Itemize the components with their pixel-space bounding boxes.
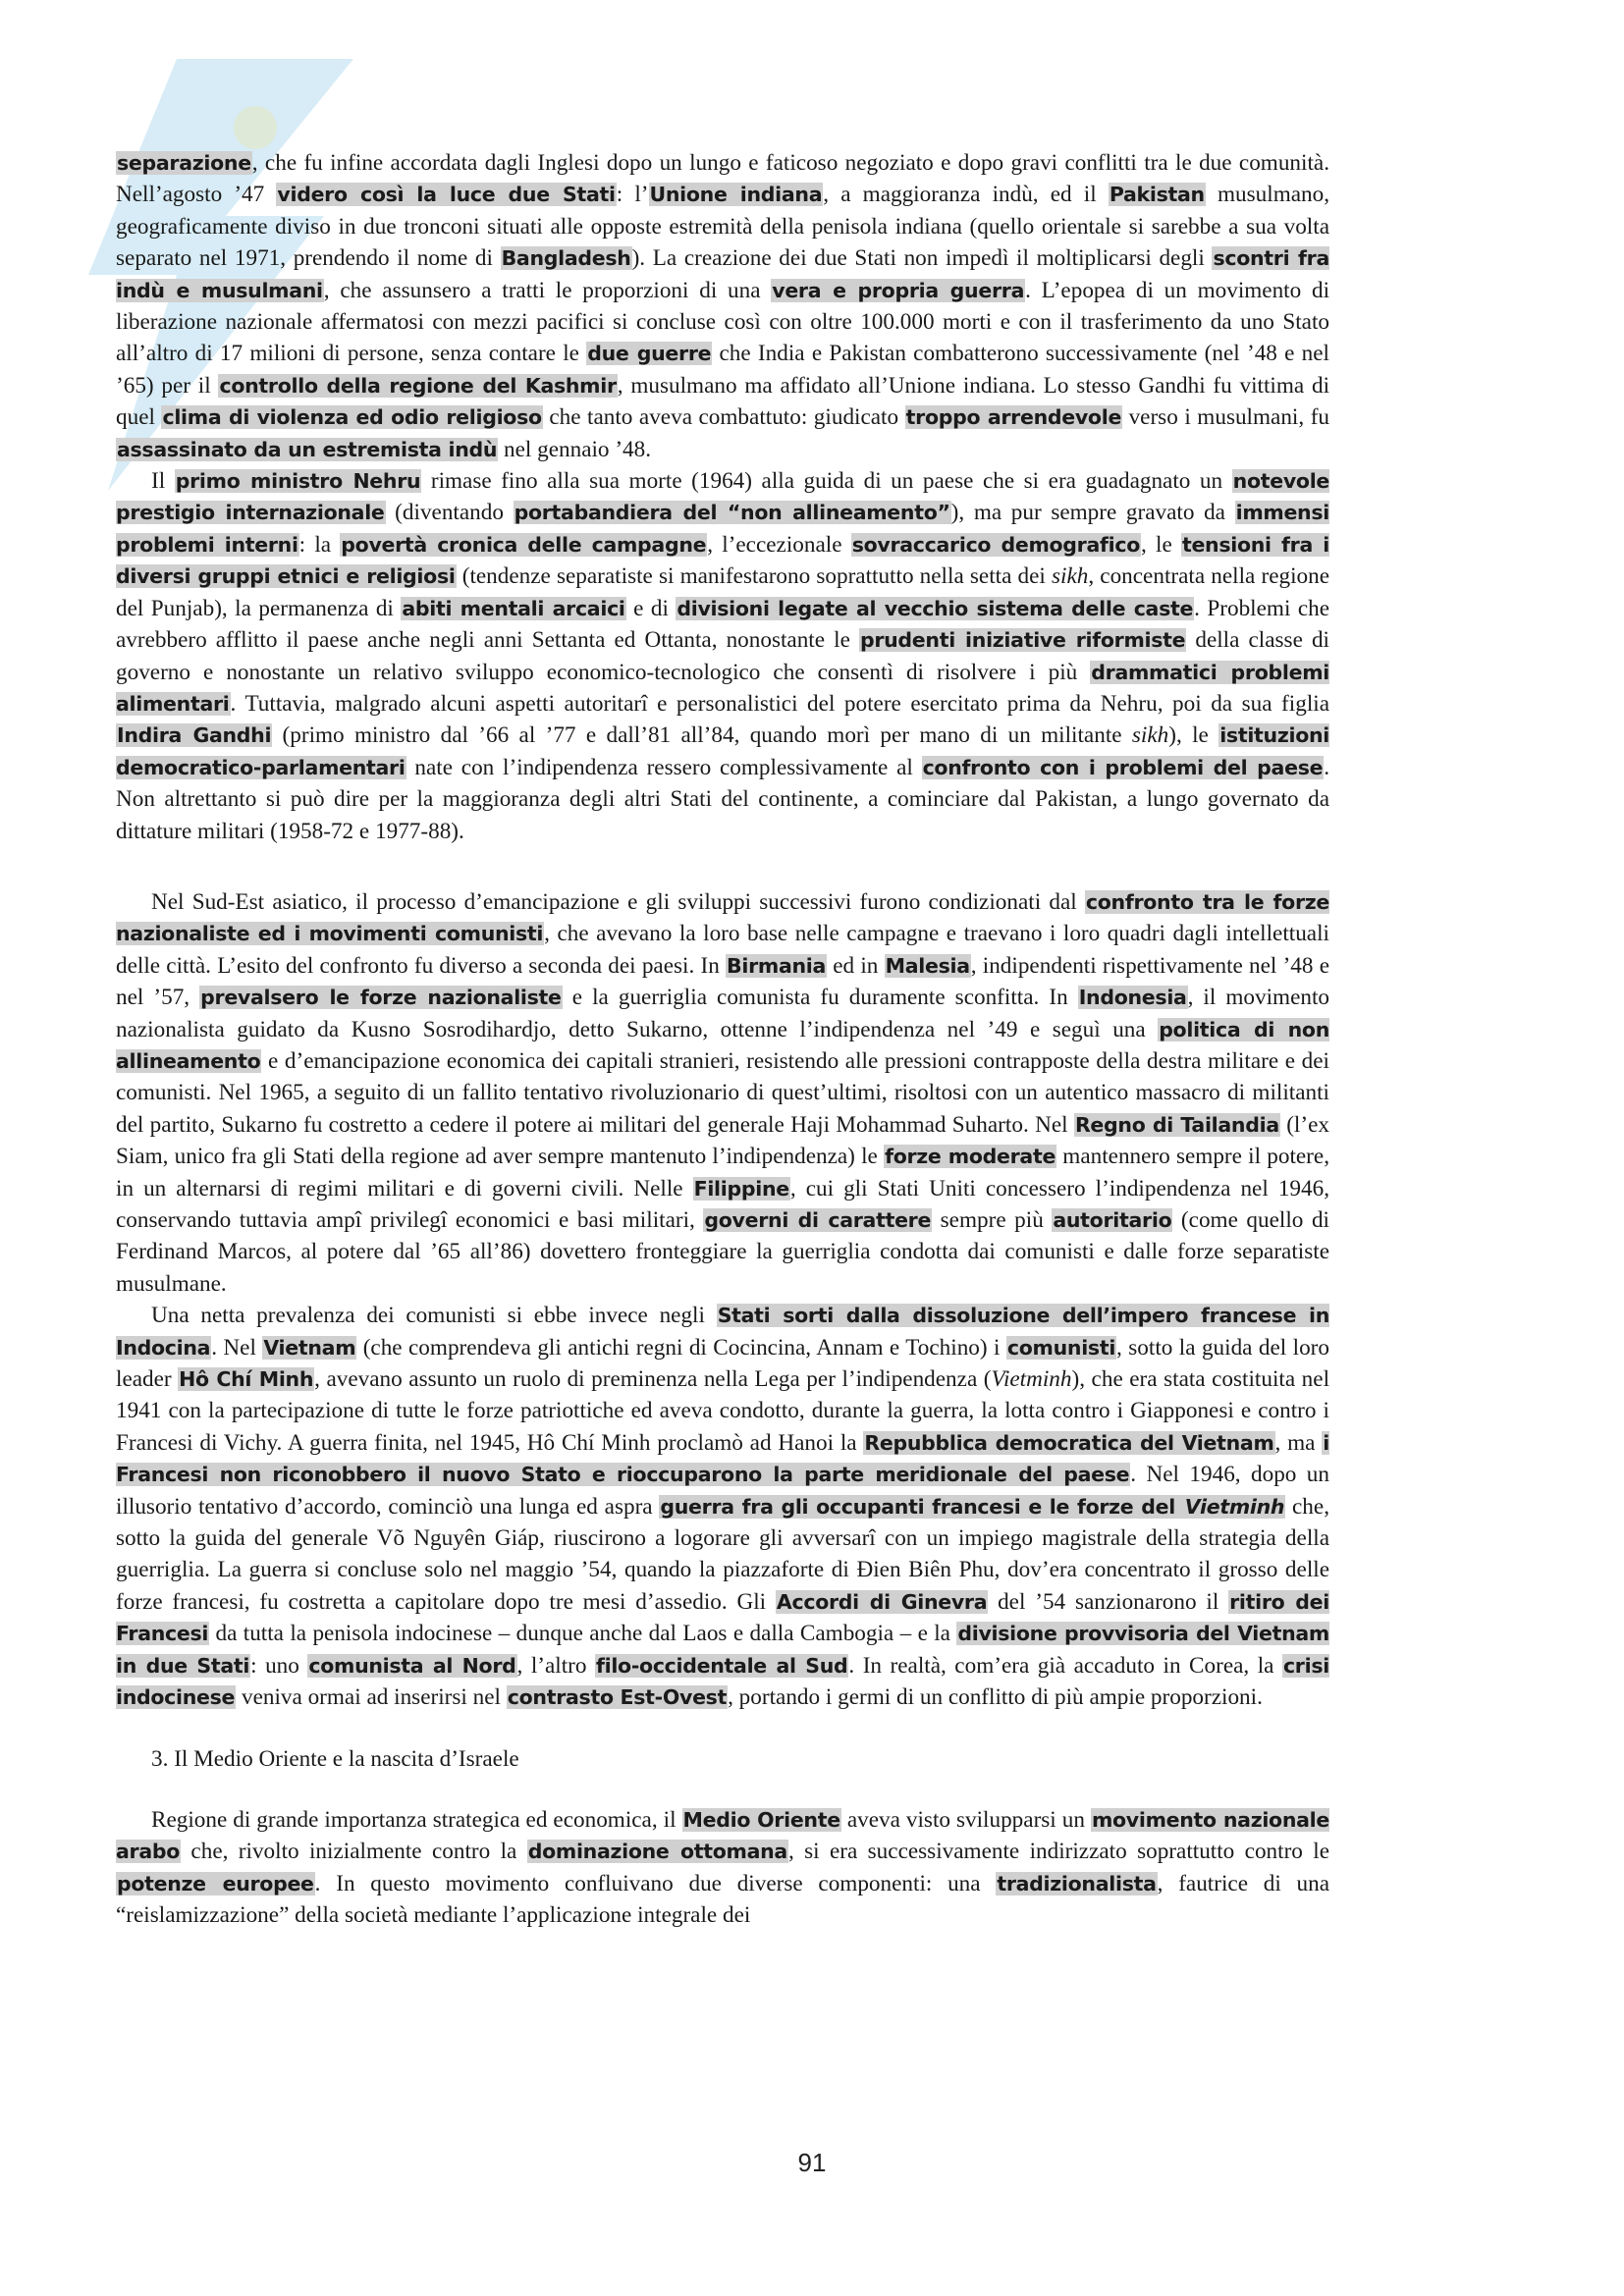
text-run: , che fu infine accordata dagli Inglesi dopo un lungo e faticoso negoziato e dopo gravi conflitti tra le due comunità. Nell’agosto ’47 [116, 150, 1329, 208]
text-run: veniva ormai ad inserirsi nel [236, 1684, 507, 1711]
highlighted-text: Hô Chí Minh [179, 1367, 314, 1392]
text-run: sikh [1131, 722, 1169, 749]
highlighted-text: Vietnam [263, 1335, 356, 1360]
text-run: sikh [1051, 563, 1089, 590]
highlighted-text: tradizionalista [997, 1871, 1157, 1896]
paragraph-2 [116, 465, 1329, 847]
highlighted-text: politica di non allineamento [116, 1017, 1329, 1073]
highlighted-text: crisi indocinese [116, 1653, 1329, 1710]
text-run: sempre più [932, 1207, 1053, 1233]
highlighted-text: notevole prestigio internazionale [116, 469, 1330, 525]
highlighted-text: contrasto Est-Ovest [507, 1685, 728, 1710]
document-page [116, 147, 1329, 1932]
highlighted-text: divisioni legate al vecchio sistema delle caste [677, 596, 1194, 620]
highlighted-text: drammatici problemi alimentari [116, 660, 1329, 716]
text-run: , l’eccezionale [707, 531, 851, 558]
highlighted-text: Indonesia [1078, 986, 1187, 1010]
highlighted-text: Accordi di Ginevra [776, 1589, 988, 1614]
highlighted-text: sovraccarico demografico [851, 532, 1140, 557]
highlighted-text: troppo arrendevole [905, 405, 1122, 430]
text-run: verso i musulmani, fu [1122, 404, 1330, 431]
text-run: , sotto la guida del loro leader [116, 1334, 1329, 1393]
highlighted-text: abiti mentali arcaici [402, 596, 625, 620]
text-run: che tanto aveva combattuto: giudicato [542, 404, 905, 431]
text-run: nel gennaio ’48. [498, 436, 652, 462]
text-run: , cui gli Stati Uniti concessero l’indipendenza nel 1946, conservando tuttavia ampî privilegî economici e basi militari, [116, 1175, 1329, 1233]
text-run: che, rivolto inizialmente contro la [181, 1839, 527, 1865]
text-run: , ma [1274, 1429, 1323, 1456]
text-run: che, sotto la guida del generale Võ Nguyên Giáp, riuscirono a logorare gli avversarî con un impiego magistrale della strategia della guerriglia. La guerra si concluse solo nel maggio ’54, quando la piazzaforte di Ðien Biên Phu, dov’era concentrato il grosso delle forze francesi, fu costretta a capitolare dopo tre mesi d’assedio. Gli [116, 1493, 1329, 1615]
text-run: Vietminh [991, 1366, 1072, 1393]
text-run: , si era successivamente indirizzato soprattutto contro le [787, 1839, 1330, 1865]
text-run: . Nel 1946, dopo un illusorio tentativo d’accordo, cominciò una lunga ed aspra [116, 1462, 1329, 1520]
text-run: . In realtà, com’era già accaduto in Corea, la [848, 1652, 1282, 1679]
text-run: , concentrata nella regione del Punjab), la permanenza di [116, 563, 1329, 621]
text-run: (tendenze separatiste si manifestarono soprattutto nella setta dei [456, 563, 1052, 590]
highlighted-text: guerra fra gli occupanti francesi e le forze del [660, 1494, 1183, 1519]
highlighted-text: confronto con i problemi del paese [922, 755, 1324, 779]
text-run: , che assunsero a tratti le proporzioni di una [323, 277, 772, 303]
highlighted-text: due guerre [587, 342, 712, 366]
highlighted-text: controllo della regione del Kashmir [219, 373, 617, 398]
highlighted-text: i Francesi non riconobbero il nuovo Stato e rioccuparono la parte meridionale del paese [116, 1430, 1329, 1487]
highlighted-text: portabandiera del “non allineamento” [514, 501, 950, 525]
text-run: ), le [1168, 722, 1219, 749]
highlighted-text: Repubblica democratica del Vietnam [864, 1430, 1274, 1455]
text-run: . Tuttavia, malgrado alcuni aspetti autoritarî e personalistici del potere esercitato prima da Nehru, poi da sua figlia [230, 690, 1329, 717]
text-run: Una netta prevalenza dei comunisti si ebbe invece negli [151, 1303, 717, 1329]
text-run: . Problemi che avrebbero afflitto il paese anche negli anni Settanta ed Ottanta, nonostante le [116, 595, 1330, 654]
text-run: aveva visto svilupparsi un [840, 1806, 1091, 1833]
text-run: . In questo movimento confluivano due diverse componenti: una [314, 1870, 997, 1896]
highlighted-text: assassinato da un estremista indù [117, 437, 498, 461]
text-run: (come quello di Ferdinand Marcos, al potere dal ’65 all’86) dovettero fronteggiare la guerriglia condotta dai comunisti e dalle forze separatiste musulmane. [116, 1207, 1329, 1297]
text-run: , portando i germi di un conflitto di più ampie proporzioni. [728, 1684, 1263, 1711]
highlighted-text: potenze europee [117, 1871, 314, 1896]
text-run: ). La creazione dei due Stati non impedì il moltiplicarsi degli [631, 245, 1213, 272]
page-number: 91 [797, 2148, 827, 2177]
highlighted-text: Pakistan [1109, 183, 1205, 207]
text-run: (l’ex Siam, unico fra gli Stati della regione ad aver sempre mantenuto l’indipendenza) le [116, 1111, 1329, 1170]
text-run: , indipendenti rispettivamente nel ’48 e nel ’57, [116, 952, 1330, 1011]
highlighted-text: Unione indiana [649, 183, 823, 207]
highlighted-text: comunisti [1006, 1335, 1116, 1360]
text-run: ), che era stata costituita nel 1941 con la partecipazione di tutte le forze patriottiche ed aveva condotto, durante la guerra, la lotta contro i Giapponesi e contro i Francesi di Vichy. A guerra finita, nel 1945, Hô Chí Minh proclamò ad Hanoi la [116, 1366, 1330, 1456]
text-run: rimase fino alla sua morte (1964) alla guida di un paese che si era guadagnato un [421, 468, 1232, 495]
text-run: . Nel [211, 1334, 263, 1361]
highlighted-text: Birmania [727, 953, 827, 978]
text-run: Nel Sud-Est asiatico, il processo d’emancipazione e gli sviluppi successivi furono condizionati dal [151, 888, 1085, 915]
text-run: , che avevano la loro base nelle campagne e traevano i loro quadri dagli intellettuali delle città. L’esito del confronto fu diverso a seconda dei paesi. In [116, 921, 1329, 979]
highlighted-text: autoritario [1053, 1208, 1172, 1232]
text-run: Il [151, 468, 175, 495]
text-run: (che comprendeva gli antichi regni di Cocincina, Annam e Tochino) i [356, 1334, 1006, 1361]
highlighted-text: Bangladesh [501, 246, 631, 271]
text-run: musulmano, geograficamente diviso in due tronconi situati alle opposte estremità della penisola indiana (quello orientale si sarebbe a sua volta separato nel 1971, prendendo il nome di [116, 182, 1330, 272]
text-run: ), ma pur sempre gravato da [950, 500, 1235, 526]
highlighted-text: movimento nazionale arabo [116, 1807, 1329, 1864]
highlighted-text: prudenti iniziative riformiste [859, 628, 1186, 653]
highlighted-text: Stati sorti dalla dissoluzione dell’impero francese in Indocina [116, 1304, 1329, 1360]
highlighted-text: prevalsero le forze nazionaliste [200, 986, 562, 1010]
highlighted-text: dominazione ottomana [527, 1840, 787, 1864]
highlighted-text: Indira Gandhi [117, 723, 272, 748]
text-run: , avevano assunto un ruolo di preminenza nella Lega per l’indipendenza ( [314, 1366, 992, 1393]
highlighted-text: separazione [117, 151, 251, 175]
highlighted-text: filo-occidentale al Sud [595, 1653, 848, 1678]
highlighted-text: tensioni fra i diversi gruppi etnici e religiosi [116, 532, 1329, 589]
text-run: , fautrice di una “reislamizzazione” della società mediante l’applicazione integrale dei [116, 1870, 1330, 1929]
text-run: mantennero sempre il potere, in un alternarsi di regimi militari e di governi civili. Nelle [116, 1144, 1329, 1201]
text-run: , musulmano ma affidato all’Unione indiana. Lo stesso Gandhi fu vittima di quel [116, 372, 1330, 431]
paragraph-4 [116, 1300, 1329, 1713]
highlighted-text: povertà cronica delle campagne [341, 532, 707, 557]
highlighted-text: videro così la luce due Stati [277, 183, 616, 207]
paragraph-5 [116, 1804, 1329, 1932]
text-run: da tutta la penisola indocinese – dunque anche dal Laos e dalla Cambogia – e la [209, 1621, 957, 1647]
highlighted-text: comunista al Nord [308, 1653, 516, 1678]
highlighted-text: scontri fra indù e musulmani [116, 246, 1329, 302]
text-run: e d’emancipazione economica dei capitali stranieri, resistendo alle pressioni contrapposte della destra militare e dei comunisti. Nel 1965, a seguito di un fallito tentativo rivoluzionario di quest’ultimi, risoltosi con un autentico massacro di militanti del partito, Sukarno fu costretto a cedere il potere ai militari del generale Haji Mohammad Suharto. Nel [116, 1047, 1329, 1138]
text-run: Regione di grande importanza strategica ed economica, il [151, 1806, 682, 1833]
text-run: e di [625, 595, 677, 621]
highlighted-text: primo ministro Nehru [175, 469, 421, 494]
text-run: , le [1141, 531, 1181, 558]
text-run: ed in [827, 952, 885, 979]
text-run: del ’54 sanzionarono il [988, 1588, 1229, 1615]
highlighted-text: vera e propria guerra [772, 278, 1025, 302]
text-run: : la [298, 531, 341, 558]
paragraph-1 [116, 147, 1329, 465]
text-run: nate con l’indipendenza ressero complessivamente al [406, 754, 922, 780]
highlighted-text: confronto tra le forze nazionaliste ed i movimenti comunisti [116, 889, 1329, 946]
highlighted-text: ritiro dei Francesi [116, 1589, 1330, 1646]
text-run: : l’ [616, 182, 649, 208]
highlighted-text: governi di carattere [704, 1208, 932, 1232]
highlighted-text: Medio Oriente [682, 1807, 840, 1832]
highlighted-text: istituzioni democratico-parlamentari [116, 723, 1329, 779]
text-run: , l’altro [516, 1652, 595, 1679]
text-run: che India e Pakistan combatterono successivamente (nel ’48 e nel ’65) per il [116, 341, 1329, 399]
highlighted-text: divisione provvisoria del Vietnam in due Stati [116, 1622, 1329, 1678]
highlighted-text: Malesia [885, 953, 970, 978]
text-run: della classe di governo e nonostante un relativo sviluppo economico-tecnologico che consentì di risolvere i più [116, 627, 1329, 685]
text-run: . L’epopea di un movimento di liberazione nazionale affermatosi con mezzi pacifici si concluse così con oltre 100.000 morti e con il trasferimento da uno Stato all’altro di 17 milioni di persone, senza contare le [116, 277, 1330, 367]
text-run: , il movimento nazionalista guidato da Kusno Sosrodihardjo, detto Sukarno, ottenne l’indipendenza nel ’49 e seguì una [116, 985, 1329, 1042]
text-run: , a maggioranza indù, ed il [823, 182, 1109, 208]
text-run: : uno [250, 1652, 308, 1679]
highlighted-text: forze moderate [885, 1145, 1056, 1169]
text-run: (diventando [385, 500, 514, 526]
highlighted-text: Filippine [693, 1176, 789, 1201]
highlighted-text: clima di violenza ed odio religioso [162, 405, 542, 430]
highlighted-text: Vietminh [1184, 1494, 1285, 1519]
text-run: e la guerriglia comunista fu duramente sconfitta. In [562, 985, 1078, 1011]
highlighted-text: Regno di Tailandia [1074, 1112, 1279, 1137]
text-run: (primo ministro dal ’66 al ’77 e dall’81 all’84, quando morì per mano di un militante [272, 722, 1132, 749]
text-run: . Non altrettanto si può dire per la maggioranza degli altri Stati del continente, a cominciare dal Pakistan, a lungo governato da dittature militari (1958-72 e 1977-88). [116, 754, 1329, 844]
highlighted-text: immensi problemi interni [116, 501, 1329, 557]
paragraph-3 [116, 886, 1329, 1300]
section-heading: 3. Il Medio Oriente e la nascita d’Israele [151, 1745, 519, 1772]
